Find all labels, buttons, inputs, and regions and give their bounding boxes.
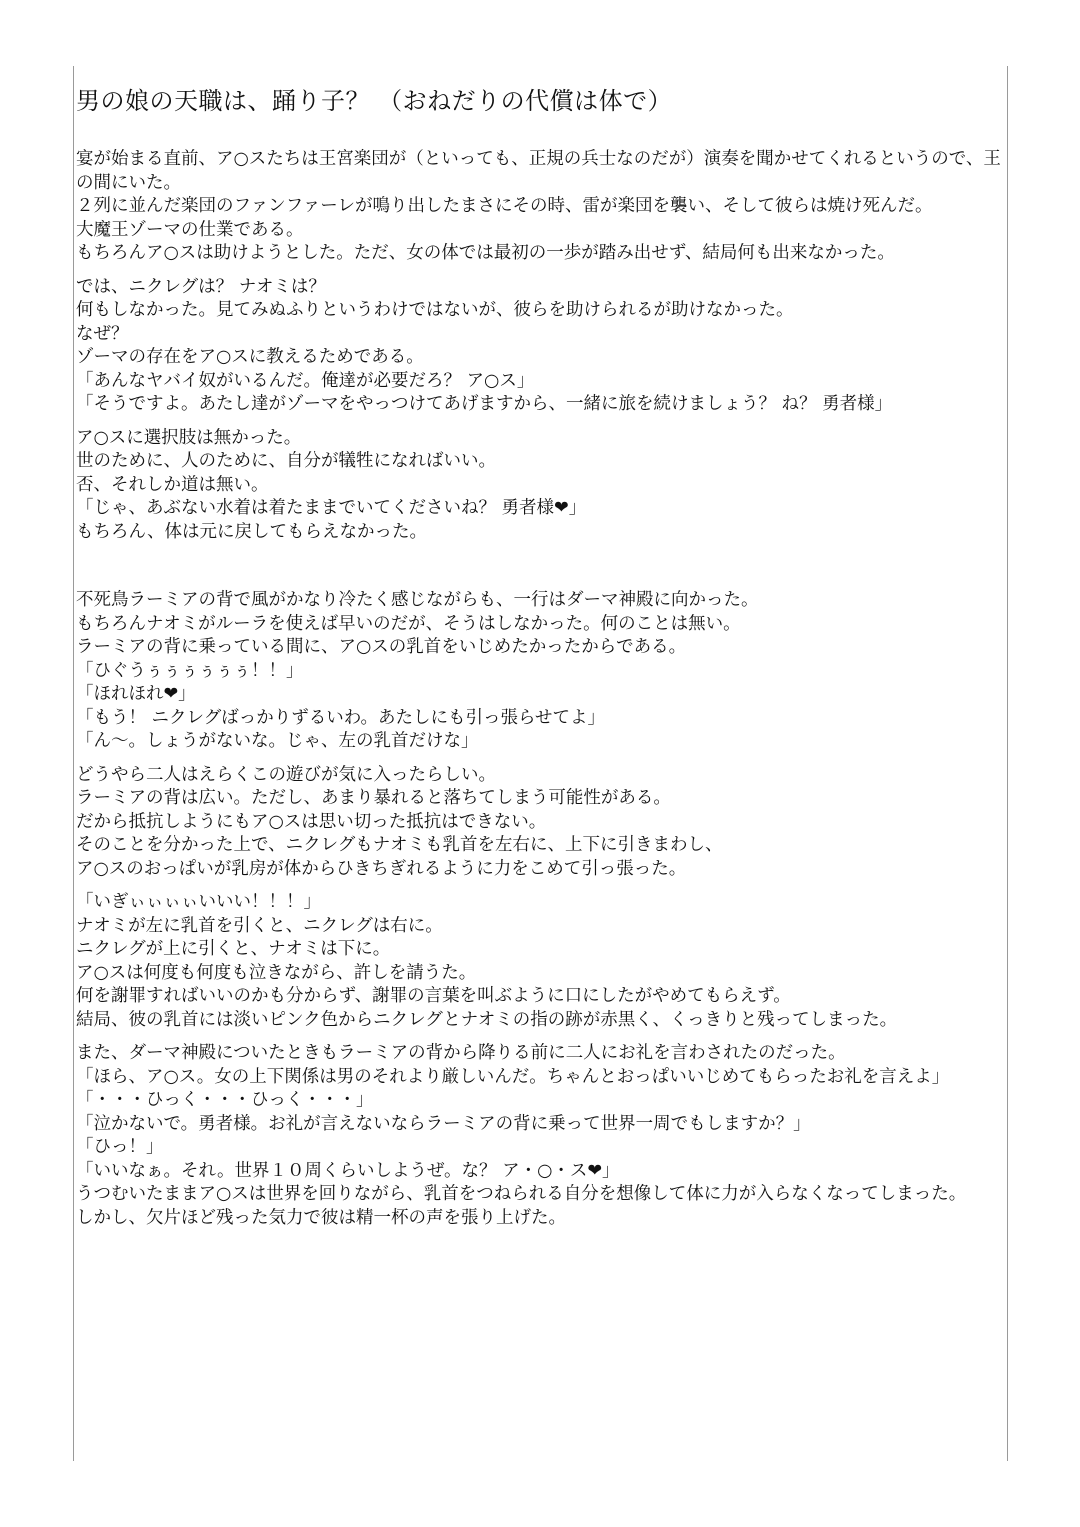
text-line: 「泣かないで。勇者様。お礼が言えないならラーミアの背に乗って世界一周でもしますか？」 xyxy=(76,1113,811,1134)
text-line: ラーミアの背に乗っている間に、ア○スの乳首をいじめたかったからである。 xyxy=(76,637,687,657)
paragraph xyxy=(76,891,1006,1032)
text-line: しかし、欠片ほど残った気力で彼は精一杯の声を張り上げた。 xyxy=(76,1207,566,1228)
text-line: 「いいなぁ。それ。世界１０周くらいしようぜ。な？ ア・○・ス❤」 xyxy=(76,1160,620,1181)
text-line: なぜ？ xyxy=(76,323,129,344)
text-line: もちろんア○スは助けようとした。ただ、女の体では最初の一歩が踏み出せず、結局何も出来なかった。 xyxy=(76,243,895,263)
text-line: 何もしなかった。見てみぬふりというわけではないが、彼らを助けられるが助けなかった。 xyxy=(76,300,794,320)
text-line: うつむいたままア○スは世界を回りながら、乳首をつねられる自分を想像して体に力が入らなくなってしまった。 xyxy=(76,1184,967,1204)
text-line: 世のために、人のために、自分が犠牲になればいい。 xyxy=(76,451,496,471)
text-line: 「あんなヤバイ奴がいるんだ。俺達が必要だろ？ ア○ス」 xyxy=(76,370,535,391)
paragraph xyxy=(76,148,1006,266)
text-line: もちろん、体は元に戻してもらえなかった。 xyxy=(76,521,428,542)
text-line: 「そうですよ。あたし達がゾーマをやっつけてあげますから、一緒に旅を続けましょう？ ね？ 勇者様」 xyxy=(76,394,893,414)
text-line: ア○スのおっぱいが乳房が体からひきちぎれるように力をこめて引っ張った。 xyxy=(76,858,687,879)
text-line: 「もう！ ニクレグばっかりずるいわ。あたしにも引っ張らせてよ」 xyxy=(76,707,605,728)
text-line: 否、それしか道は無い。 xyxy=(76,474,269,495)
text-line: ナオミが左に乳首を引くと、ニクレグは右に。 xyxy=(76,915,443,936)
text-line: ア○スに選択肢は無かった。 xyxy=(76,427,302,448)
paragraph xyxy=(76,427,1006,545)
text-line: どうやら二人はえらくこの遊びが気に入ったらしい。 xyxy=(76,764,496,785)
text-line: ２列に並んだ楽団のファンファーレが鳴り出したまさにその時、雷が楽団を襲い、そして彼らは焼け死んだ。 xyxy=(76,196,933,216)
text-line: 不死鳥ラーミアの背で風がかなり冷たく感じながらも、一行はダーマ神殿に向かった。 xyxy=(76,590,759,610)
text-line: 「・・・ひっく・・・ひっく・・・」 xyxy=(76,1090,374,1110)
text-line: ラーミアの背は広い。ただし、あまり暴れると落ちてしまう可能性がある。 xyxy=(76,788,671,808)
document-page xyxy=(73,66,1008,1461)
text-line: もちろんナオミがルーラを使えば早いのだが、そうはしなかった。何のことは無い。 xyxy=(76,613,741,634)
text-line: ゾーマの存在をア○スに教えるためである。 xyxy=(76,347,424,367)
text-line: 何を謝罪すればいいのかも分からず、謝罪の言葉を叫ぶように口にしたがやめてもらえず。 xyxy=(76,986,791,1006)
text-line: また、ダーマ神殿についたときもラーミアの背から降りる前に二人にお礼を言わされたのだった。 xyxy=(76,1043,846,1063)
text-line: 「ほれほれ❤」 xyxy=(76,684,196,704)
text-line: 「ほら、ア○ス。女の上下関係は男のそれより厳しいんだ。ちゃんとおっぱいいじめてもらったお礼を言えよ」 xyxy=(76,1066,950,1087)
paragraph xyxy=(76,589,1006,754)
text-line: だから抵抗しようにもア○スは思い切った抵抗はできない。 xyxy=(76,811,547,832)
paragraph xyxy=(76,1042,1006,1230)
document-title: 男の娘の天職は、踊り子？ （おねだりの代償は体で） xyxy=(76,87,673,115)
text-line: 「ん～。しょうがないな。じゃ、左の乳首だけな」 xyxy=(76,731,479,751)
text-line: ア○スは何度も何度も泣きながら、許しを請うた。 xyxy=(76,962,477,983)
text-line: 「ひぐうぅぅぅぅぅぅ！！」 xyxy=(76,660,304,681)
text-line: ニクレグが上に引くと、ナオミは下に。 xyxy=(76,939,391,959)
text-line: 結局、彼の乳首には淡いピンク色からニクレグとナオミの指の跡が赤黒く、くっきりと残ってしまった。 xyxy=(76,1009,898,1030)
text-line: そのことを分かった上で、ニクレグもナオミも乳首を左右に、上下に引きまわし、 xyxy=(76,835,723,855)
document-body xyxy=(76,148,1006,1240)
text-line: では、ニクレグは？ ナオミは？ xyxy=(76,276,326,297)
text-line: 大魔王ゾーマの仕業である。 xyxy=(76,219,304,240)
text-line: 「じゃ、あぶない水着は着たままでいてくださいね？ 勇者様❤」 xyxy=(76,498,587,518)
paragraph xyxy=(76,764,1006,882)
text-line: 宴が始まる直前、ア○スたちは王宮楽団が（といっても、正規の兵士なのだが）演奏を聞かせてくれるというので、王の間にいた。 xyxy=(76,149,1001,193)
text-line: 「いぎぃぃぃぃいいい！！！」 xyxy=(76,892,321,912)
paragraph xyxy=(76,276,1006,417)
text-line: 「ひっ！」 xyxy=(76,1137,164,1157)
